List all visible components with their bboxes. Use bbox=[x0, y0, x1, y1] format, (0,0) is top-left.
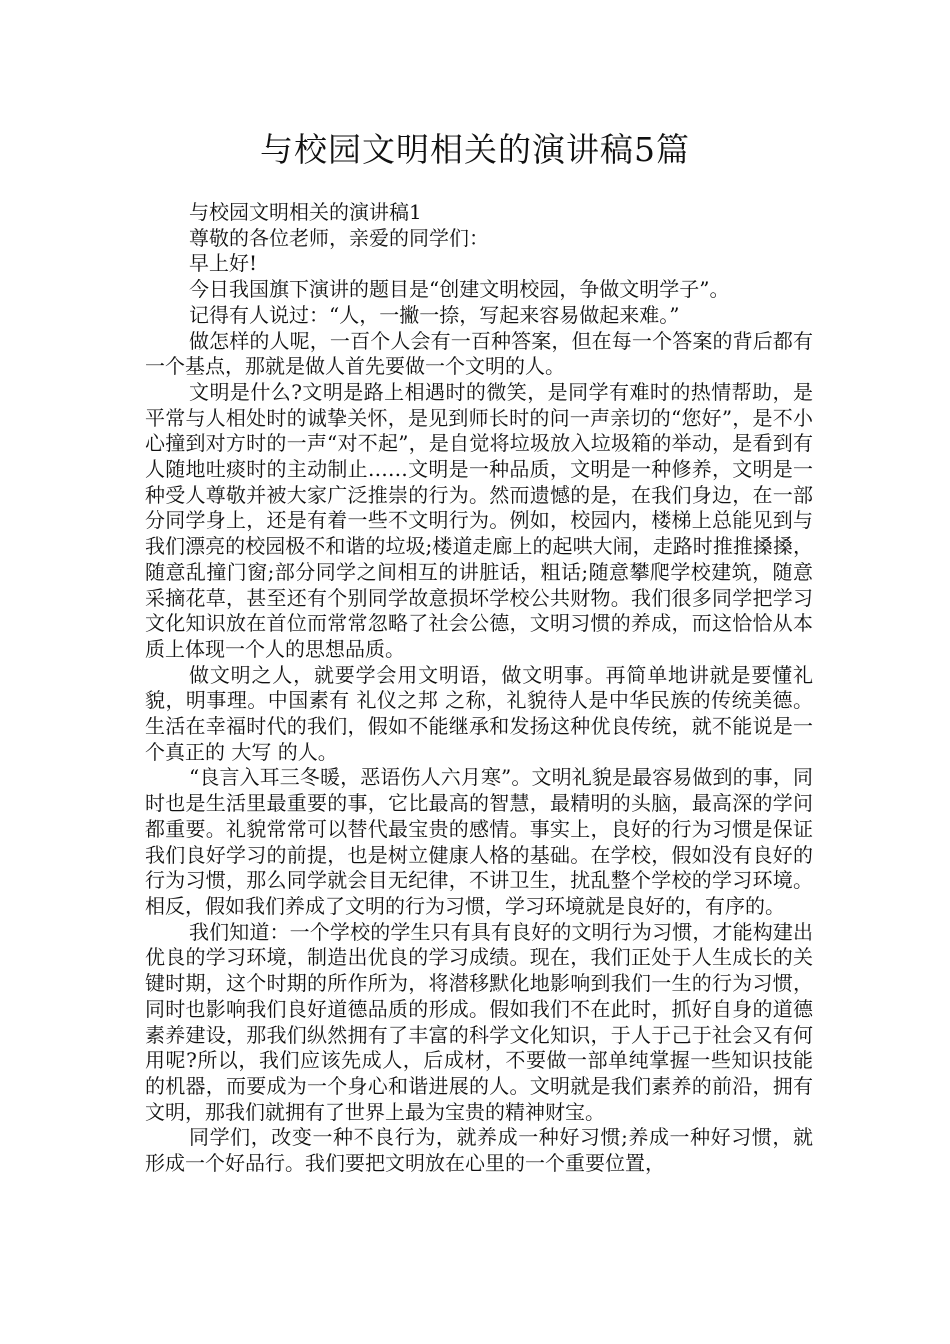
document-body bbox=[145, 200, 813, 1177]
paragraph: “良言入耳三冬暖，恶语伤人六月寒”。文明礼貌是最容易做到的事，同时也是生活里最重要的事，它比最高的智慧，最精明的头脑，最高深的学问都重要。礼貌常常可以替代最宝贵的感情。事实上，良好的行为习惯是保证我们良好学习的前提，也是树立健康人格的基础。在学校，假如没有良好的行为习惯，那么同学就会目无纪律，不讲卫生，扰乱整个学校的学习环境。相反，假如我们养成了文明的行为习惯，学习环境就是良好的，有序的。 bbox=[145, 765, 813, 918]
document-title: 与校园文明相关的演讲稿5篇 bbox=[260, 130, 690, 169]
paragraph: 做文明之人，就要学会用文明语，做文明事。再简单地讲就是要懂礼貌，明事理。中国素有 礼仪之邦 之称，礼貌待人是中华民族的传统美德。生活在幸福时代的我们，假如不能继承和发扬这种优良传统，就不能说是一个真正的 大写 的人。 bbox=[145, 662, 813, 764]
paragraph-greeting: 早上好! bbox=[189, 251, 258, 276]
paragraph-quote: 记得有人说过：“人，一撇一捺，写起来容易做起来难。” bbox=[189, 302, 680, 327]
paragraph: 我们知道：一个学校的学生只有具有良好的文明行为习惯，才能构建出优良的学习环境，制造出优良的学习成绩。现在，我们正处于人生成长的关键时期，这个时期的所作所为，将潜移默化地影响到我们一生的行为习惯，同时也影响我们良好道德品质的形成。假如我们不在此时，抓好自身的道德素养建设，那我们纵然拥有了丰富的科学文化知识，于人于己于社会又有何用呢?所以，我们应该先成人，后成材，不要做一部单纯掌握一些知识技能的机器，而要成为一个身心和谐进展的人。文明就是我们素养的前沿，拥有文明，那我们就拥有了世界上最为宝贵的精神财宝。 bbox=[145, 919, 813, 1124]
paragraph: 做怎样的人呢，一百个人会有一百种答案，但在每一个答案的背后都有一个基点，那就是做人首先要做一个文明的人。 bbox=[145, 328, 813, 379]
paragraph-topic: 今日我国旗下演讲的题目是“创建文明校园，争做文明学子”。 bbox=[189, 277, 730, 302]
paragraph: 文明是什么?文明是路上相遇时的微笑，是同学有难时的热情帮助，是平常与人相处时的诚挚关怀，是见到师长时的问一声亲切的“您好”，是不小心撞到对方时的一声“对不起”，是自觉将垃圾放入垃圾箱的举动，是看到有人随地吐痰时的主动制止……文明是一种品质，文明是一种修养，文明是一种受人尊敬并被大家广泛推崇的行为。然而遗憾的是，在我们身边，在一部分同学身上，还是有着一些不文明行为。例如，校园内，楼梯上总能见到与我们漂亮的校园极不和谐的垃圾;楼道走廊上的起哄大闹，走路时推推搡搡，随意乱撞门窗;部分同学之间相互的讲脏话，粗话;随意攀爬学校建筑，随意采摘花草，甚至还有个别同学故意损坏学校公共财物。我们很多同学把学习文化知识放在首位而常常忽略了社会公德，文明习惯的养成，而这恰恰从本质上体现一个人的思想品质。 bbox=[145, 379, 813, 661]
paragraph-salutation: 尊敬的各位老师，亲爱的同学们： bbox=[189, 225, 489, 250]
paragraph-heading: 与校园文明相关的演讲稿1 bbox=[189, 200, 422, 224]
paragraph: 同学们，改变一种不良行为，就养成一种好习惯;养成一种好习惯，就形成一个好品行。我们要把文明放在心里的一个重要位置， bbox=[145, 1125, 813, 1176]
